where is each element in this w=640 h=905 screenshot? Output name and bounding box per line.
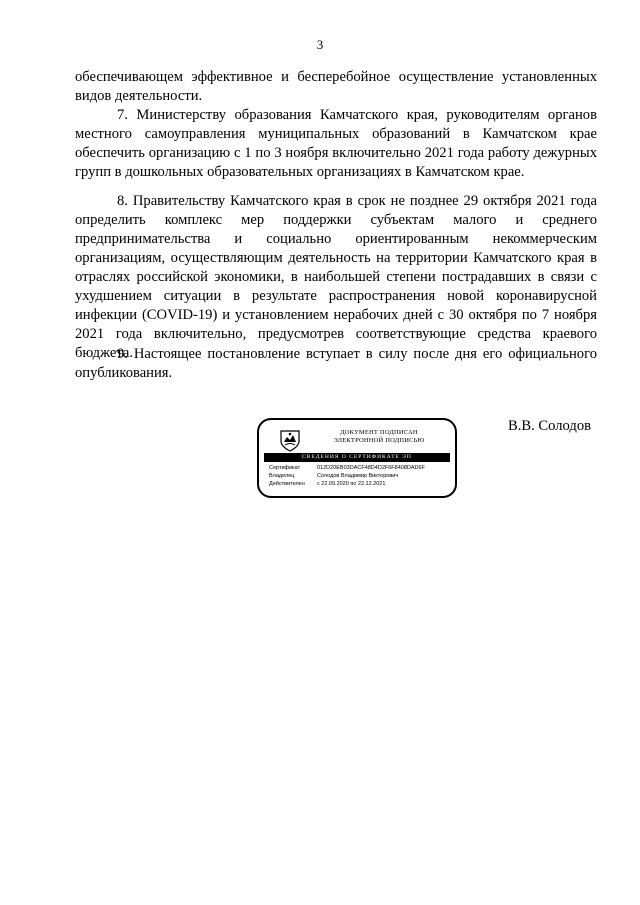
- page-number: 3: [316, 37, 324, 52]
- electronic-signature-stamp: [257, 418, 457, 498]
- stamp-title-line2: ЭЛЕКТРОННОЙ ПОДПИСЬЮ: [333, 437, 425, 444]
- paragraph-9: 9. Настоящее постановление вступает в силу после дня его официального опубликования.: [75, 346, 597, 381]
- paragraph-7: 7. Министерству образования Камчатского края, руководителям органов местного самоуправления муниципальных образований в Камчатском крае обеспечить организацию с 1 по 3 ноября включительно 2021 года работу дежурных групп в дошкольных образовательных организациях в Камчатском крае.: [75, 107, 597, 180]
- stamp-header-bar: СВЕДЕНИЯ О СЕРТИФИКАТЕ ЭП: [264, 453, 450, 462]
- certificate-value: 012D20EB03DACF48D4D2F6F8408DAD6F: [317, 465, 425, 471]
- signer-name: В.В. Солодов: [508, 418, 592, 434]
- stamp-row-validity: [269, 480, 449, 488]
- stamp-title-line1: ДОКУМЕНТ ПОДПИСАН: [340, 429, 418, 436]
- owner-label: Владелец: [269, 473, 295, 479]
- owner-value: Солодов Владимир Викторович: [317, 473, 399, 479]
- stamp-row-certificate: [269, 464, 449, 472]
- coat-of-arms-icon: [278, 428, 302, 452]
- certificate-label: Сертификат: [269, 465, 301, 471]
- stamp-row-owner: [269, 472, 449, 480]
- valid-value: с 22.09.2020 по 22.12.2021: [317, 481, 386, 487]
- valid-label: Действителен: [269, 481, 305, 487]
- paragraph-8: 8. Правительству Камчатского края в срок не позднее 29 октября 2021 года определить комплекс мер поддержки субъектам малого и среднего предпринимательства и социально ориентированным некоммерческим организациям, осуществляющим деятельность на территории Камчатского края в отраслях российской экономики, в наибольшей степени пострадавших в связи с ухудшением ситуации в результате распространения новой коронавирусной инфекции (COVID-19) и установлением нерабочих дней с 30 октября по 7 ноября 2021 года включительно, предусмотрев соответствующие средства краевого бюджета.: [75, 193, 597, 361]
- paragraph-continuation: обеспечивающем эффективное и бесперебойное осуществление установленных видов деятельности.: [75, 69, 597, 104]
